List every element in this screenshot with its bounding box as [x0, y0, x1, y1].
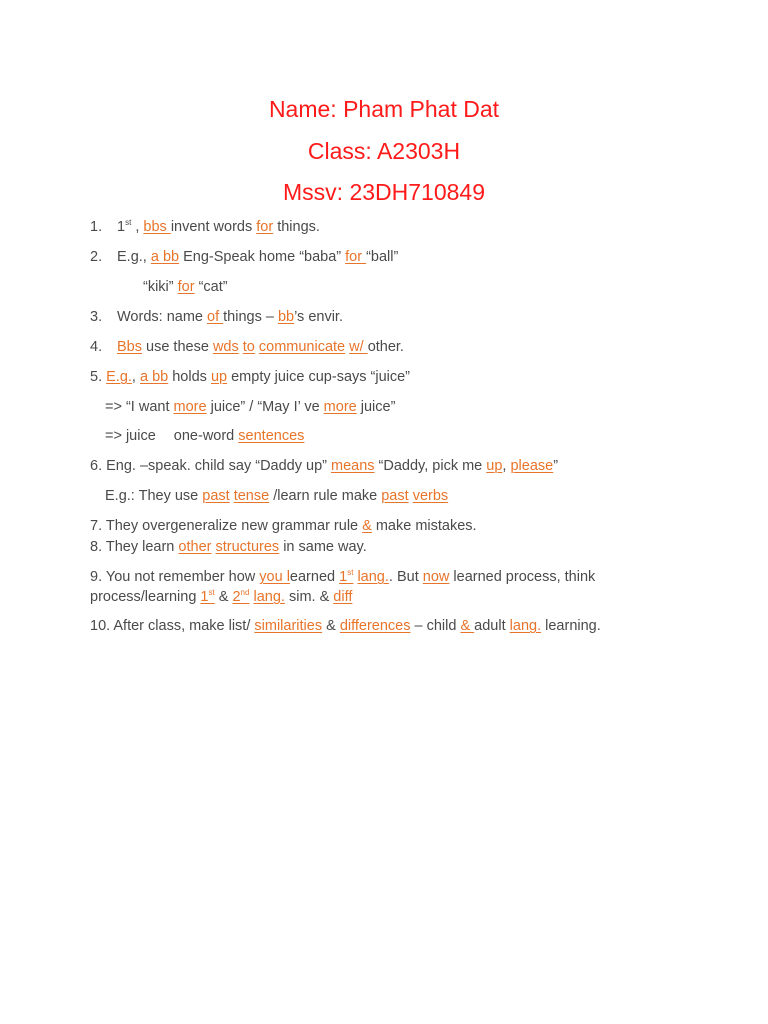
student-name: Name: Pham Phat Dat — [268, 96, 500, 122]
student-id: Mssv: 23DH710849 — [283, 179, 485, 205]
note-line-10: 10. After class, make list/ similarities & differences – child & adult lang. learning. — [90, 618, 601, 634]
note-line-5-result: => juice one-word sentences — [105, 428, 305, 444]
note-line-3: 3. Words: name of things – bb’s envir. — [90, 309, 343, 325]
note-line-6: 6. Eng. –speak. child say “Daddy up” means “Daddy, pick me up, please” — [90, 458, 559, 474]
note-line-4: 4. Bbs use these wds to communicate w/ other. — [90, 339, 404, 355]
student-class: Class: A2303H — [307, 138, 461, 164]
note-line-7: 7. They overgeneralize new grammar rule & make mistakes. — [90, 518, 477, 534]
first-ordinal: 1st — [200, 588, 215, 605]
note-line-5-example: => “I want more juice” / “May I’ ve more juice” — [105, 399, 396, 415]
note-line-6-example: E.g.: They use past tense /learn rule make past verbs — [105, 488, 449, 504]
note-line-9-cont: process/learning 1st & 2nd lang. sim. & diff — [90, 588, 353, 605]
note-line-9: 9. You not remember how you learned 1st lang.. But now learned process, think — [90, 568, 596, 585]
note-line-2-cont: “kiki” for “cat” — [143, 279, 228, 295]
first-language-ordinal: 1st — [339, 568, 354, 585]
note-line-1: 1. 1st , bbs invent words for things. — [90, 218, 320, 235]
note-line-2: 2. E.g., a bb Eng-Speak home “baba” for “ball” — [90, 249, 399, 265]
second-ordinal: 2nd — [232, 588, 250, 605]
note-line-8: 8. They learn other structures in same way. — [90, 539, 367, 555]
note-line-5: 5. E.g., a bb holds up empty juice cup-says “juice” — [90, 369, 411, 385]
